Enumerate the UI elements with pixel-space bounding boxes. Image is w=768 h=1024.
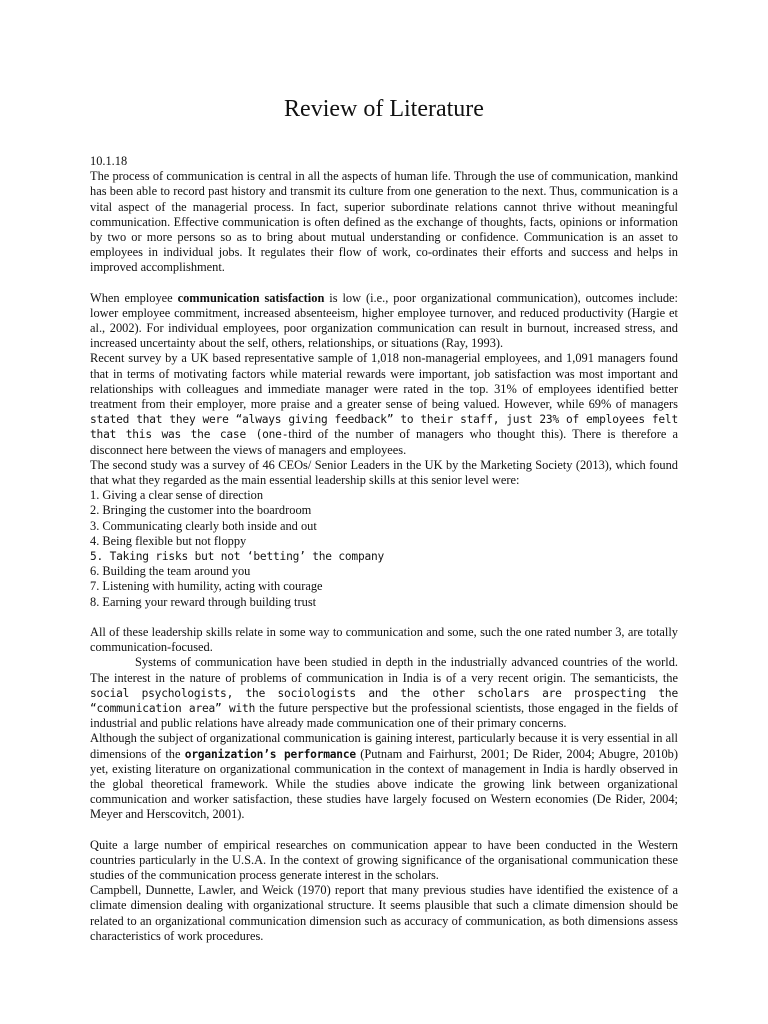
paragraph-second-study: The second study was a survey of 46 CEOs/ Senior Leaders in the UK by the Marketing Society (2013), which found that what they regarded as the main essential leadership skills at this senior level were: bbox=[90, 457, 678, 488]
text-run: Systems of communication have been studied in depth in the industrially advanced countries of the world. The interest in the nature of problems of communication in India is of a very recent origin. The semanticists, the bbox=[90, 655, 678, 685]
paragraph-organizational bbox=[90, 731, 678, 822]
paragraph-systems bbox=[90, 655, 678, 731]
text-run: the future perspective but the professional scientists, those engaged in the fields of industrial and public relations have already made communication one of their primary concerns. bbox=[90, 700, 679, 731]
bold-term: communication satisfaction bbox=[177, 290, 325, 305]
list-item: 6. Building the team around you bbox=[90, 564, 251, 579]
alt-font-run: social psychologists, the sociologists and the other scholars are prospecting the “communication area” with bbox=[90, 686, 678, 715]
paragraph-skills-summary: All of these leadership skills relate in some way to communication and some, such the one rated number 3, are totally communication-focused. bbox=[90, 624, 678, 655]
text-run: When employee bbox=[90, 290, 178, 305]
bold-term: organization’s performance bbox=[184, 747, 356, 761]
paragraph-empirical: Quite a large number of empirical researches on communication appear to have been conducted in the Western countries particularly in the U.S.A. In the context of growing significance of the organisational communication these studies of the communication process generate interest in the scholars. bbox=[90, 837, 678, 882]
leadership-skills-list bbox=[90, 488, 678, 610]
paragraph-uk-survey bbox=[90, 351, 678, 457]
paragraph-campbell: Campbell, Dunnette, Lawler, and Weick (1970) report that many previous studies have identified the existence of a climate dimension dealing with organizational structure. It seems plausible that such a climate dimension should be related to an organizational communication dimension such as accuracy of communication, as both dimensions assess characteristics of work procedures. bbox=[90, 883, 678, 943]
paragraph-intro: The process of communication is central in all the aspects of human life. Through the use of communication, mankind has been able to record past history and transmit its culture from one generation to the next. Thus, communication is a vital aspect of the managerial process. In fact, superior subordinate relations cannot thrive without meaningful communication. Effective communication is often defined as the exchange of thoughts, facts, opinions or information by two or more persons so as to bring about mutual understanding or confidence. Communication is an asset to employees in individual jobs. It regulates their flow of work, co-ordinates their efforts and success and helps in improved accomplishment. bbox=[90, 169, 678, 275]
list-item: 7. Listening with humility, acting with courage bbox=[90, 579, 323, 594]
paragraph-spacer bbox=[90, 276, 678, 291]
alt-font-run: stated that they were “always giving feedback” to their staff, just 23% of employees felt that this was the case (one- bbox=[90, 413, 678, 442]
text-run: Although the subject of organizational communication is gaining interest, particularly because it is very essential in all dimensions of the bbox=[90, 731, 678, 761]
list-item: 2. Bringing the customer into the boardroom bbox=[90, 503, 312, 518]
paragraph-spacer bbox=[90, 823, 678, 838]
text-run: third of the number of managers who thought this). There is therefore a disconnect here between the views of managers and employees. bbox=[90, 427, 678, 457]
date-line: 10.1.18 bbox=[90, 154, 128, 168]
text-run: is low (i.e., poor organizational communication), outcomes include: lower employee commitment, increased absenteeism, higher employee turnover, and reduced productivity (Hargie et al., 2002). For individual employees, poor organization communication can result in burnout, increased stress, and increased uncertainty about the self, others, relationships, or situations (Ray, 1993). bbox=[90, 290, 679, 351]
page-title: Review of Literature bbox=[284, 96, 484, 122]
list-item: 5. Taking risks but not ‘betting’ the company bbox=[90, 550, 385, 564]
list-item: 3. Communicating clearly both inside and out bbox=[90, 518, 317, 533]
list-item: 8. Earning your reward through building trust bbox=[90, 594, 317, 609]
paragraph-satisfaction bbox=[90, 291, 678, 352]
list-item: 1. Giving a clear sense of direction bbox=[90, 488, 264, 503]
text-run: (Putnam and Fairhurst, 2001; De Rider, 2004; Abugre, 2010b) yet, existing literature on organizational communication in the context of management in India is hardly observed in the global theoretical framework. While the studies above indicate the growing link between organizational communication and worker satisfaction, these studies have largely focused on Western economies (De Rider, 2004; Meyer and Herscovitch, 2001). bbox=[90, 746, 679, 822]
text-run: Recent survey by a UK based representative sample of 1,018 non-managerial employees, and 1,091 managers found that in terms of motivating factors while material rewards were important, job satisfaction was most important and relationships with colleagues and immediate manager were rated in the top. 31% of employees identified better treatment from their employer, more praise and a greater sense of being valued. However, while 69% of managers bbox=[90, 351, 678, 412]
list-item: 4. Being flexible but not floppy bbox=[90, 533, 247, 548]
paragraph-spacer bbox=[90, 610, 678, 625]
document-body bbox=[90, 154, 678, 944]
